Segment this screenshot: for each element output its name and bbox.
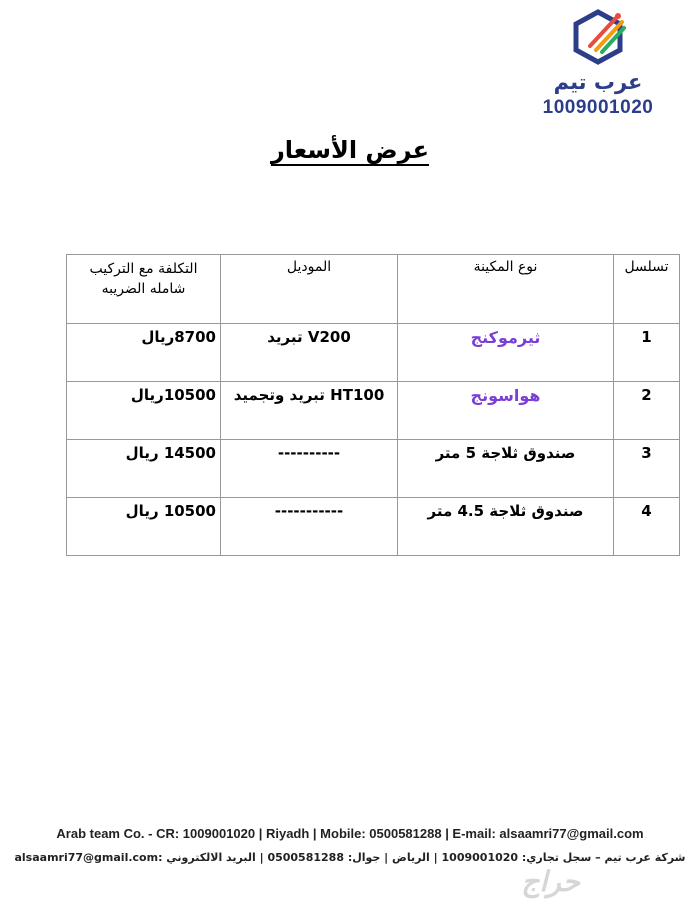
cell-model: ----------- bbox=[221, 498, 398, 556]
table-row bbox=[67, 440, 680, 498]
cell-cost: 14500 ريال bbox=[67, 440, 221, 498]
header-machine-type: نوع المكينة bbox=[398, 255, 614, 324]
cell-model: V200 تبريد bbox=[221, 324, 398, 382]
cell-cost: 10500ريال bbox=[67, 382, 221, 440]
header-serial: تسلسل bbox=[614, 255, 680, 324]
table-row bbox=[67, 324, 680, 382]
page-title-text: عرض الأسعار bbox=[270, 136, 430, 164]
cell-model: ---------- bbox=[221, 440, 398, 498]
cell-machine-type: ثيرموكنج bbox=[398, 324, 614, 382]
company-logo bbox=[528, 6, 668, 119]
cell-serial: 1 bbox=[614, 324, 680, 382]
table-row bbox=[67, 382, 680, 440]
footer-arabic: شركة عرب تيم – سجل تجاري: 1009001020 | الرياض | جوال: 0500581288 | البريد الالكتروني :alsaamri77@gmail.com bbox=[14, 851, 686, 864]
price-table bbox=[66, 254, 680, 556]
cell-serial: 4 bbox=[614, 498, 680, 556]
cell-machine-type: صندوق ثلاجة 5 متر bbox=[398, 440, 614, 498]
header-model: الموديل bbox=[221, 255, 398, 324]
table-header-row bbox=[67, 255, 680, 324]
cell-model: HT100 تبريد وتجميد bbox=[221, 382, 398, 440]
cell-cost: 8700ريال bbox=[67, 324, 221, 382]
logo-company-name: عرب تيم bbox=[553, 70, 643, 94]
cell-serial: 3 bbox=[614, 440, 680, 498]
watermark: حراج bbox=[521, 865, 580, 898]
hexagon-logo-icon bbox=[566, 6, 630, 70]
page-title bbox=[0, 136, 700, 164]
header-cost: التكلفة مع التركيب شامله الضريبه bbox=[67, 255, 221, 324]
cell-machine-type: صندوق ثلاجة 4.5 متر bbox=[398, 498, 614, 556]
footer-english: Arab team Co. - CR: 1009001020 | Riyadh | Mobile: 0500581288 | E-mail: alsaamri77@gmail.com bbox=[56, 826, 644, 841]
cell-cost: 10500 ريال bbox=[67, 498, 221, 556]
cell-machine-type: هواسونج bbox=[398, 382, 614, 440]
table-row bbox=[67, 498, 680, 556]
cell-serial: 2 bbox=[614, 382, 680, 440]
logo-phone-number: 1009001020 bbox=[542, 97, 654, 118]
